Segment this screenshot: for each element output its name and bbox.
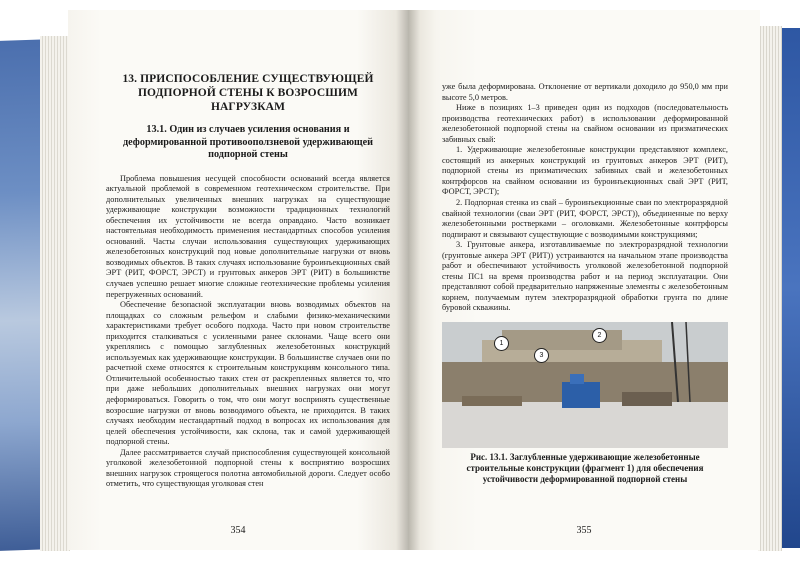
page-number-left: 354 xyxy=(230,525,246,536)
paragraph: Ниже в позициях 1–3 приведен один из подходов (последовательность производства геотехнических работ) в использовании деформированной железобетонной подпорной стены на свайном основании из призматических забивных свай: xyxy=(442,103,728,144)
right-page xyxy=(408,10,760,550)
paragraph: 3. Грунтовые анкера, изготавливаемые по электроразрядной технологии (грунтовые анкера ЭРТ (РИТ)) устраиваются на начальном этапе производства работ и обеспечивают устойчивость уголковой железобетонной подпорной стены ПС1 на время производства работ и на период эксплуатации. Они представляют собой предварительно напряженные элементы с железобетонным корнем, получаемым путем электроразрядной обработки грунта по длине буровой скважины. xyxy=(442,240,728,313)
paragraph: Далее рассматривается случай приспособления существующей консольной уголковой железобетонной подпорной стены к восприятию возросших внешних нагрузок строящегося полотна автомобильной дороги. Следует особо отметить, что существующая уголковая стен xyxy=(106,447,390,489)
figure-marker-1: 1 xyxy=(494,336,509,351)
figure-caption: Рис. 13.1. Заглубленные удерживающие железобетонные строительные конструкции (фрагмент 1) для обеспечения устойчивости деформированной подпорной стены xyxy=(466,452,704,485)
construction-photo-drawing xyxy=(442,322,728,448)
section-title: 13.1. Один из случаев усиления основания и деформированной противооползневой удерживающей подпорной стены xyxy=(123,124,373,160)
construction-site-photo xyxy=(442,322,728,448)
paragraph: Обеспечение безопасной эксплуатации вновь возводимых объектов на площадках со сложным рельефом и слабыми физико-механическими характеристиками требует особого подхода. Часто при новом строительстве приходится сталкиваться с усиленными ранее склонами. Чаще всего они укреплялись с помощью заглубленных железобетонных конструкций используемых как удерживающие конструкции. В большинстве случаев они по расчетной схеме относятся к строительным конструкциям консольного типа. Отличительной особенностью таких стен от раскрепленных является то, что при даже небольших дополнительных внешних нагрузках они могут деформироваться. Говорить о том, что они могут воспринять существенные возросшие нагрузки от вновь возводимого объекта, не приходится. В таких случаях необходим нестандартный подход в вопросах их использования для целей обеспечения устойчивости, как склона, так и самой удерживающей подпорной стены. xyxy=(106,300,390,447)
page-edges-right xyxy=(758,26,782,551)
figure-marker-3: 3 xyxy=(534,348,549,363)
paragraph: уже была деформирована. Отклонение от вертикали доходило до 950,0 мм при высоте 5,0 метров. xyxy=(442,82,728,102)
paragraph: 2. Подпорная стенка из свай – буроинъекционные сваи по электроразрядной свайной технологии (сваи ЭРТ (РИТ, ФОРСТ, ЭРСТ)), объединенные по верху железобетонными ростверками – оголовками. Железобетонные контрфорсы подпирают и связывают существующие с возводимыми конструкциями; xyxy=(442,198,728,239)
left-page xyxy=(68,10,408,550)
page-edges-left xyxy=(40,36,70,551)
figure-marker-2: 2 xyxy=(592,328,607,343)
chapter-title: 13. ПРИСПОСОБЛЕНИЕ СУЩЕСТВУЮЩЕЙ ПОДПОРНОЙ СТЕНЫ К ВОЗРОСШИМ НАГРУЗКАМ xyxy=(122,73,374,113)
book-gutter xyxy=(396,10,420,550)
paragraph: Проблема повышения несущей способности оснований всегда является актуальной проблемой в современном геотехническом строительстве. При дополнительных увеличенных внешних нагрузках на существующие удерживающие конструкции возможности традиционных технологий обеспечения их устойчивости не всегда оправдано. Часто возникает настоятельная необходимость применения нестандартных способов усиления оснований. Часты случаи использования существующих удерживающих железобетонных конструкций под новые дополнительные нагрузки от вновь возводимых объектов. В таких случаях использование буроинъекционных свай ЭРТ (РИТ, ФОРСТ, ЭРСТ) и грунтовых анкеров ЭРТ (РИТ) в большинстве случаев успешно решает многие сложные геотехнические проблемы усиления перегруженных оснований. xyxy=(106,173,390,299)
page-number-right: 355 xyxy=(576,525,592,536)
paragraph: 1. Удерживающие железобетонные конструкции представляют комплекс, состоящий из анкерных конструкций из грунтовых анкеров ЭРТ (РИТ), подпорной стены из призматических забивных свай и железобетонных контрфорсов на свайном основании из буроинъекционных свай ЭРТ (РИТ, ФОРСТ, ЭРСТ); xyxy=(442,145,728,197)
